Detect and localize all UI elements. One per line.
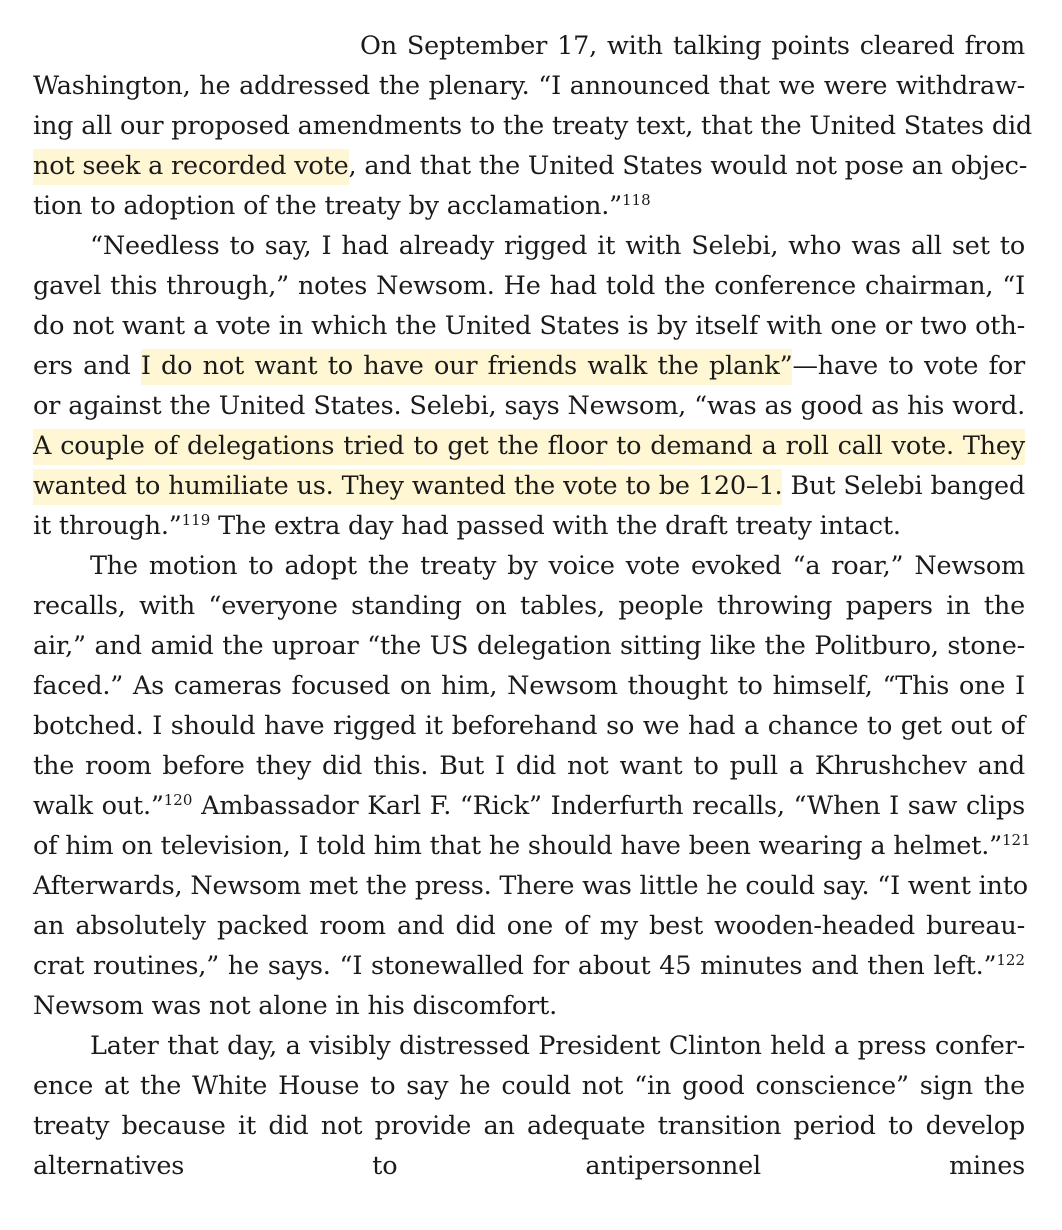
text-line: ence at the White House to say he could not “in good conscience” sign the — [33, 1071, 1025, 1101]
text-line: tion to adoption of the treaty by acclamation.”$^{118}$ — [33, 191, 651, 221]
document-page — [33, 26, 1033, 1186]
text-line: Washington, he addressed the plenary. “I announced that we were withdraw- — [33, 71, 1025, 101]
text-line: faced.” As cameras focused on him, Newsom thought to himself, “This one I — [33, 671, 1025, 701]
text-line: recalls, with “everyone standing on tables, people throwing papers in the — [33, 591, 1025, 621]
text-line: the room before they did this. But I did not want to pull a Khrushchev and — [33, 751, 1025, 781]
text-line: The motion to adopt the treaty by voice vote evoked “a roar,” Newsom — [90, 551, 1025, 581]
text-line: botched. I should have rigged it beforehand so we had a chance to get out of — [33, 711, 1025, 741]
text-line: air,” and amid the uproar “the US delegation sitting like the Politburo, stone- — [33, 631, 1025, 661]
footnote-ref: 122 — [996, 951, 1025, 969]
text-line: “Needless to say, I had already rigged it with Selebi, who was all set to — [90, 231, 1025, 261]
text-line: it through.”$^{119}$ The extra day had passed with the draft treaty intact. — [33, 511, 901, 541]
text-line: ers and I do not want to have our friends walk the plank”—have to vote for — [33, 346, 1025, 386]
highlight: wanted to humiliate us. They wanted the vote to be 120–1. — [33, 469, 782, 505]
text-line: gavel this through,” notes Newsom. He had told the conference chairman, “I — [33, 271, 1025, 301]
text-line: crat routines,” he says. “I stonewalled for about 45 minutes and then left.”$^{122}$ — [33, 951, 1025, 981]
footnote-ref: 120 — [163, 791, 193, 809]
footnote-ref: 121 — [1001, 831, 1031, 849]
text-line: alternatives to antipersonnel mines — [33, 1151, 1025, 1181]
footnote-ref: 118 — [622, 191, 651, 209]
highlight: A couple of delegations tried to get the floor to demand a roll call vote. They — [33, 429, 1025, 465]
text-line: Afterwards, Newsom met the press. There was little he could say. “I went into — [33, 871, 1028, 901]
text-line: an absolutely packed room and did one of my best wooden-headed bureau- — [33, 911, 1025, 941]
text-line: walk out.”$^{120}$ Ambassador Karl F. “Rick” Inderfurth recalls, “When I saw clips — [33, 791, 1025, 821]
text-line: Newsom was not alone in his discomfort. — [33, 991, 558, 1021]
text-line: Later that day, a visibly distressed President Clinton held a press confer- — [90, 1031, 1025, 1061]
text-line: On September 17, with talking points cleared from — [360, 31, 1025, 61]
text-line: of him on television, I told him that he should have been wearing a helmet.”$^{121}$ — [33, 831, 1031, 861]
text-line: not seek a recorded vote, and that the United States would not pose an objec- — [33, 146, 1025, 186]
text-line: or against the United States. Selebi, says Newsom, “was as good as his word. — [33, 391, 1025, 421]
text-line: wanted to humiliate us. They wanted the vote to be 120–1. But Selebi banged — [33, 466, 1025, 506]
text-line: ing all our proposed amendments to the treaty text, that the United States did — [33, 111, 1033, 141]
footnote-ref: 119 — [181, 511, 211, 529]
text-line: treaty because it did not provide an adequate transition period to develop — [33, 1111, 1025, 1141]
text-line: do not want a vote in which the United States is by itself with one or two oth- — [33, 311, 1025, 341]
text-line — [33, 426, 1025, 466]
highlight: I do not want to have our friends walk the plank” — [141, 349, 793, 385]
highlight: not seek a recorded vote — [33, 149, 349, 185]
